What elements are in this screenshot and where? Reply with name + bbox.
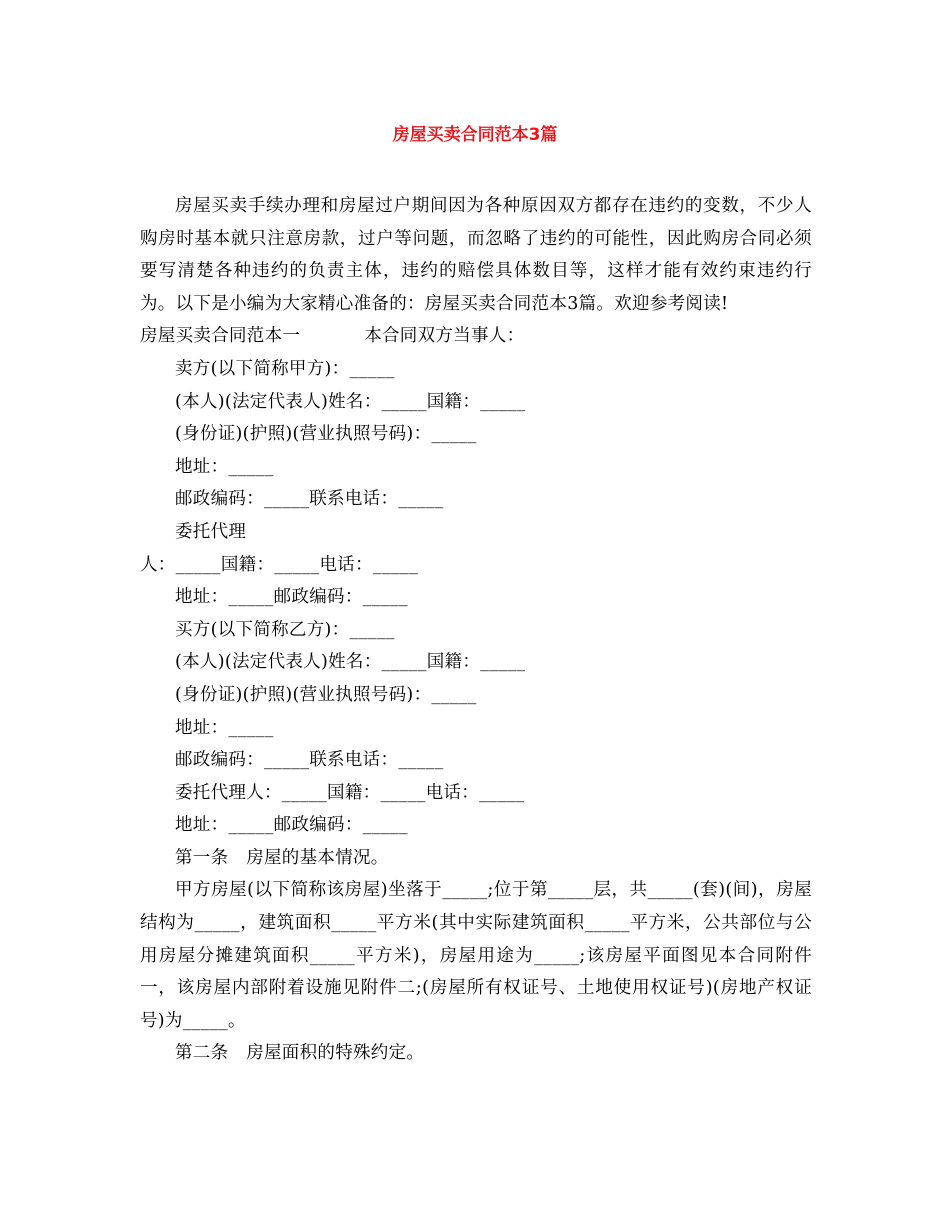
article-1-heading: 第一条 房屋的基本情况。 [175, 847, 389, 868]
section-heading: 房屋买卖合同范本一 [140, 326, 301, 347]
seller-agent-address-line: 地址：_____邮政编码：_____ [175, 587, 408, 608]
seller-address-line: 地址：_____ [175, 456, 274, 477]
buyer-id-line: (身份证)(护照)(营业执照号码)：_____ [175, 684, 477, 705]
intro-paragraph: 房屋买卖手续办理和房屋过户期间因为各种原因双方都存在违约的变数，不少人购房时基本就只注意房款，过户等问题，而忽略了违约的可能性，因此购房合同必须要写清楚各种违约的负责主体，违约的赔偿具体数目等，这样才能有效约束违约行为。以下是小编为大家精心准备的：房屋买卖合同范本3篇。欢迎参考阅读! [140, 196, 812, 314]
seller-name-line: (本人)(法定代表人)姓名：_____国籍：_____ [175, 391, 526, 412]
seller-agent-line: 人：_____国籍：_____电话：_____ [140, 554, 419, 575]
seller-agent-label: 委托代理 [175, 521, 247, 542]
buyer-address-line: 地址：_____ [175, 717, 274, 738]
article-1-body: 甲方房屋(以下简称该房屋)坐落于_____;位于第_____层，共_____(套)(间)，房屋结构为_____，建筑面积_____平方米(其中实际建筑面积_____平方米，公共部位与公用房屋分摊建筑面积_____平方米)，房屋用途为_____;该房屋平面图见本合同附件一，该房屋内部附着设施见附件二;(房屋所有权证号、土地使用权证号)(房地产权证号)为_____。 [140, 880, 812, 1031]
buyer-agent-line: 委托代理人：_____国籍：_____电话：_____ [175, 782, 525, 803]
buyer-agent-address-line: 地址：_____邮政编码：_____ [175, 815, 408, 836]
document-body [140, 190, 812, 1070]
document-title: 房屋买卖合同范本3篇 [392, 125, 558, 145]
article-2-heading: 第二条 房屋面积的特殊约定。 [175, 1043, 425, 1064]
section-heading-line [140, 320, 812, 353]
buyer-contact-line: 邮政编码：_____联系电话：_____ [175, 750, 444, 771]
buyer-name-line: (本人)(法定代表人)姓名：_____国籍：_____ [175, 652, 526, 673]
parties-heading: 本合同双方当事人： [364, 326, 525, 347]
seller-id-line: (身份证)(护照)(营业执照号码)：_____ [175, 424, 477, 445]
seller-contact-line: 邮政编码：_____联系电话：_____ [175, 489, 444, 510]
seller-line: 卖方(以下简称甲方)：_____ [175, 358, 395, 379]
buyer-line: 买方(以下简称乙方)：_____ [175, 619, 395, 640]
